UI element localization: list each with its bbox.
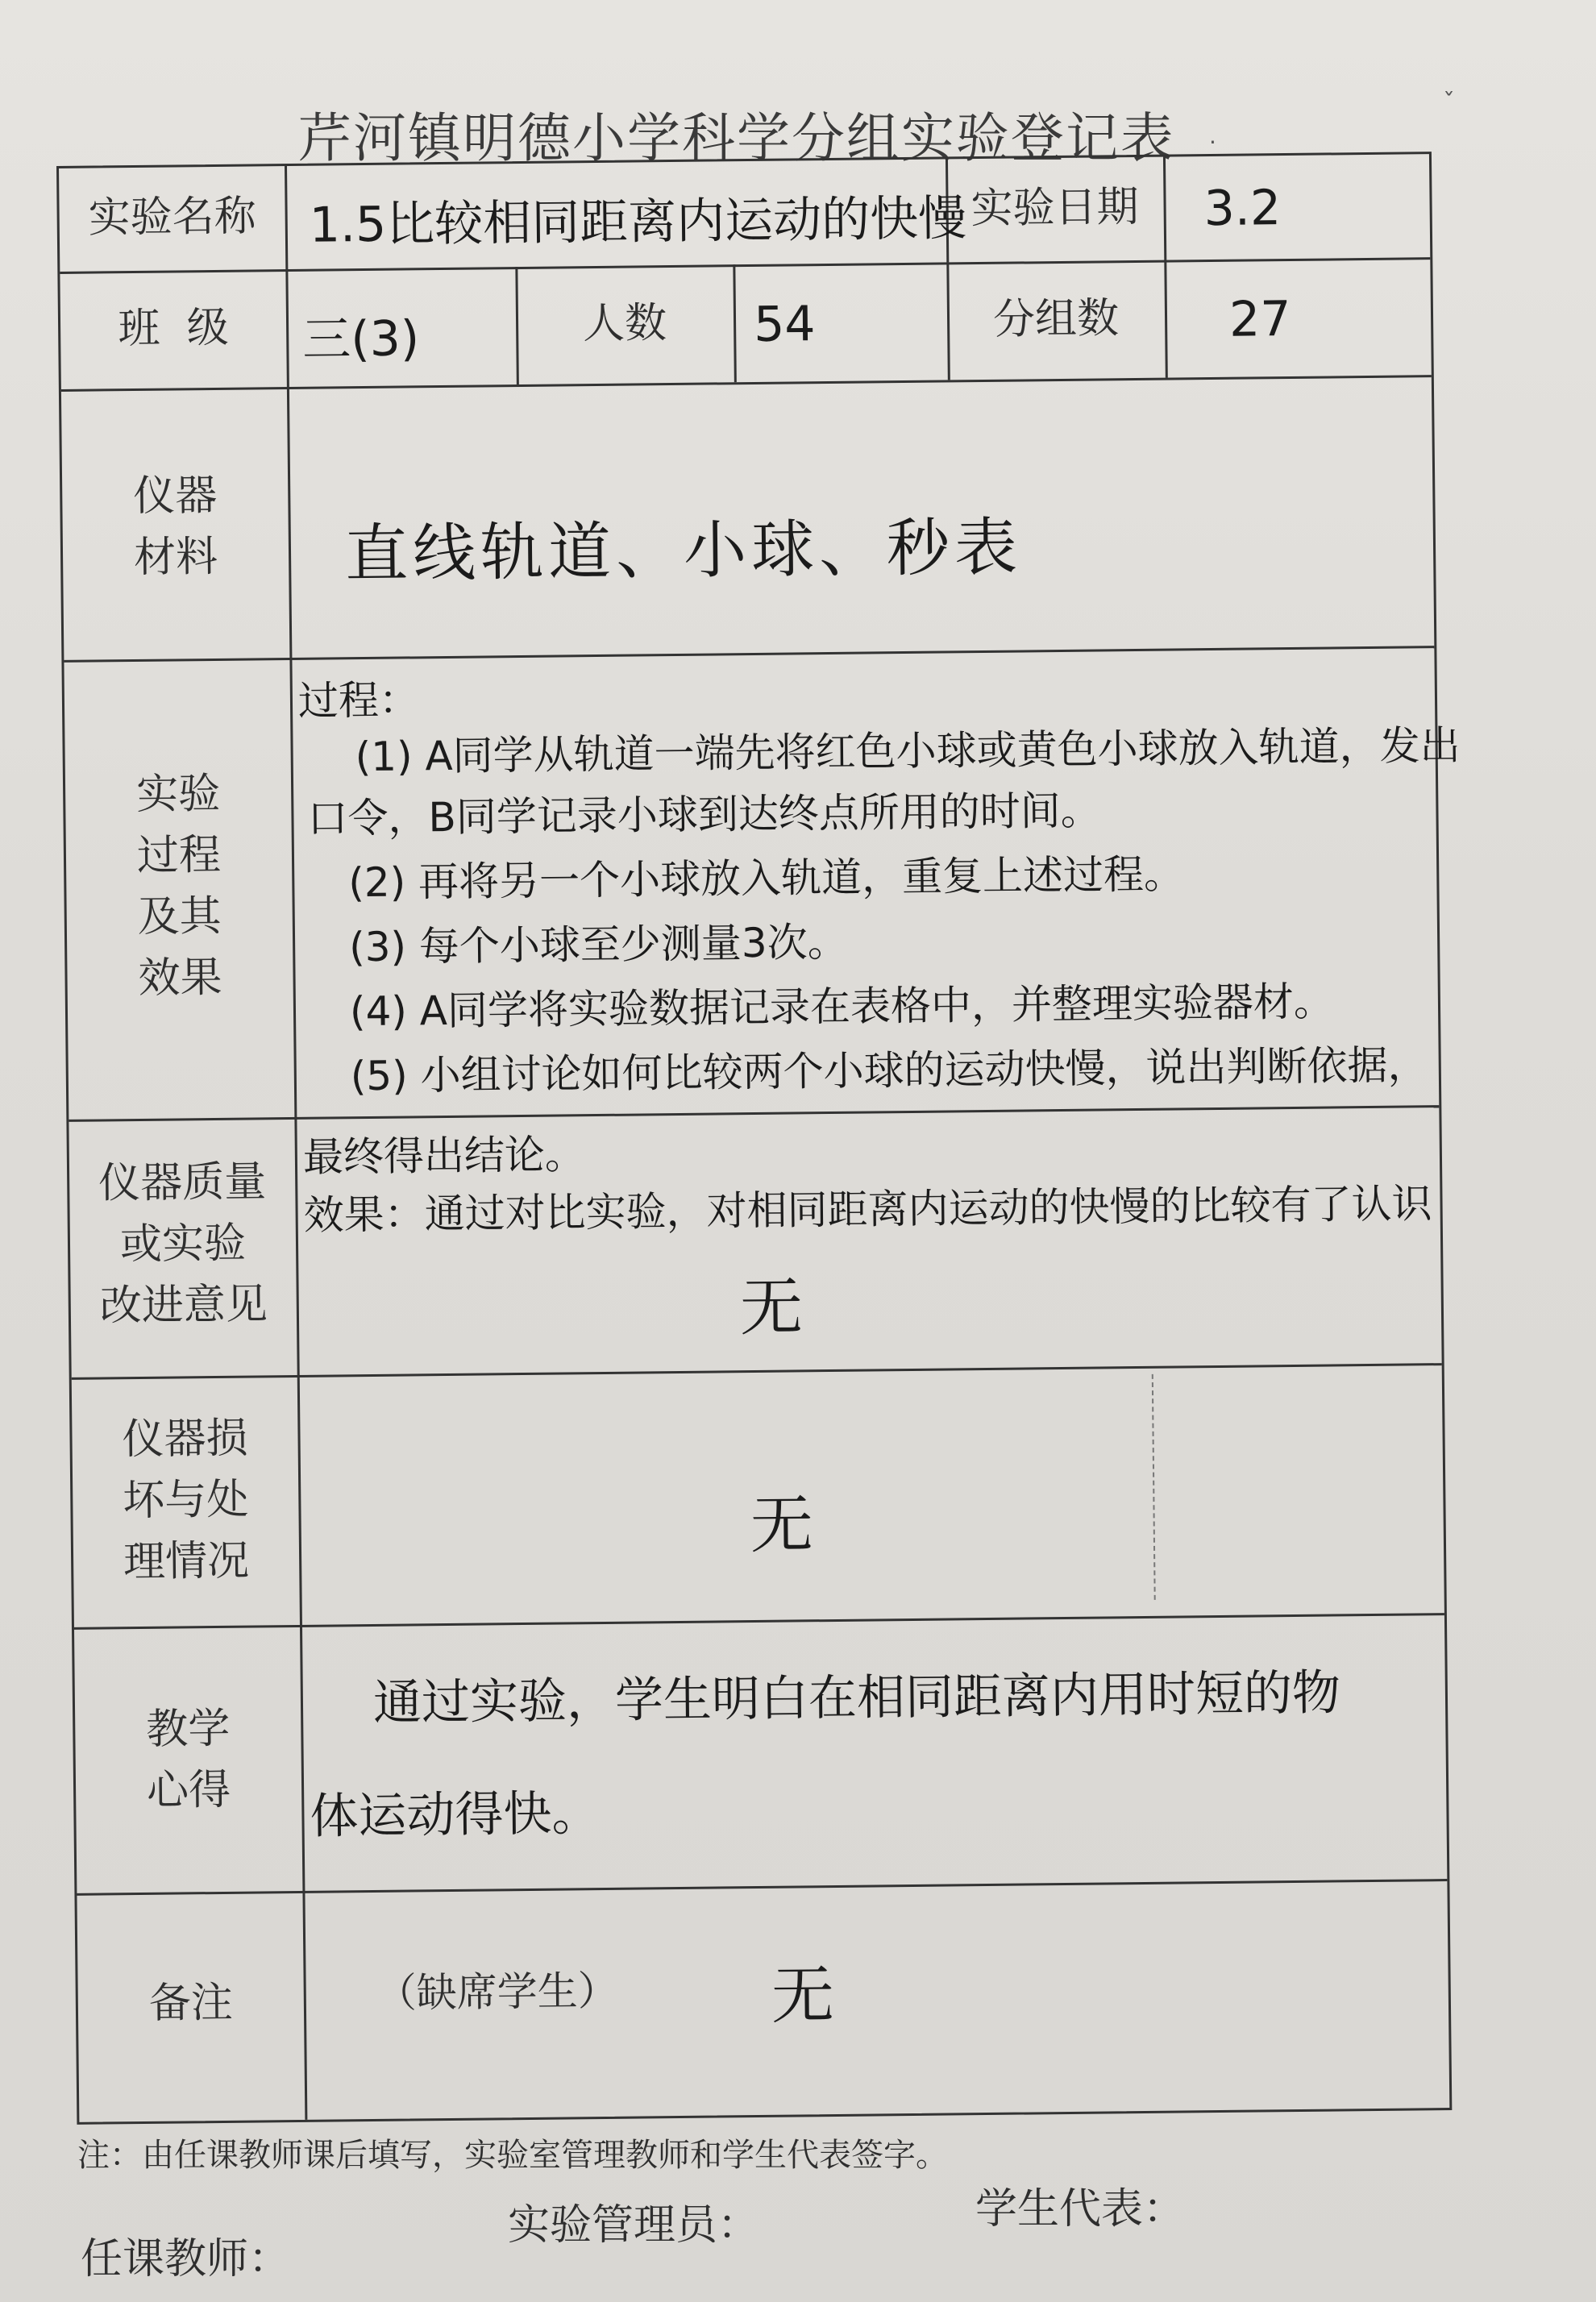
process-line-3: (2) 再将另一个小球放入轨道，重复上述过程。 xyxy=(348,850,1185,907)
corner-mark-2: · xyxy=(1209,129,1216,156)
process-line-7: 最终得出结论。 xyxy=(302,1131,586,1181)
materials-label: 仪器 材料 xyxy=(132,471,218,583)
process-line-4: (3) 每个小球至少测量3次。 xyxy=(348,918,848,971)
fold-crease xyxy=(1152,1374,1156,1600)
damage-label: 仪器损 坏与处 理情况 xyxy=(122,1414,250,1587)
reflection-label: 教学 心得 xyxy=(145,1704,231,1815)
quality-value: 无 xyxy=(739,1271,804,1345)
quality-label: 仪器质量 或实验 改进意见 xyxy=(98,1157,268,1331)
process-heading: 过程： xyxy=(297,676,420,725)
groups-label: 分组数 xyxy=(992,294,1120,344)
materials-value: 直线轨道、小球、秒表 xyxy=(344,511,1023,592)
people-label: 人数 xyxy=(582,299,667,349)
form-title: 芹河镇明德小学科学分组实验登记表 xyxy=(298,107,1175,169)
process-label: 实验 过程 及其 效果 xyxy=(135,769,222,1003)
class-label: 班 级 xyxy=(118,303,229,354)
remarks-label: 备注 xyxy=(148,1978,234,2028)
remarks-value: 无 xyxy=(771,1959,835,2033)
process-line-5: (4) A同学将实验数据记录在表格中，并整理实验器材。 xyxy=(349,978,1335,1036)
class-value: 三(3) xyxy=(301,310,420,368)
process-line-6: (5) 小组讨论如何比较两个小球的运动快慢，说出判断依据， xyxy=(350,1041,1428,1100)
reflection-line-1: 通过实验，学生明白在相同距离内用时短的物 xyxy=(372,1664,1341,1731)
experiment-name-value: 1.5比较相同距离内运动的快慢 xyxy=(309,190,967,254)
experiment-date-label: 实验日期 xyxy=(970,182,1139,234)
teacher-signature-label: 任课教师： xyxy=(81,2235,291,2283)
experiment-name-label: 实验名称 xyxy=(88,192,256,243)
corner-mark: ˇ xyxy=(1443,89,1455,117)
footer-note: 注：由任课教师课后填写，实验室管理教师和学生代表签字。 xyxy=(77,2137,948,2174)
groups-value: 27 xyxy=(1228,290,1291,348)
people-value: 54 xyxy=(753,296,816,353)
remarks-absent-note: （缺席学生） xyxy=(376,1967,619,2017)
admin-signature-label: 实验管理员： xyxy=(508,2201,760,2250)
process-effect-line: 效果：通过对比实验，对相同距离内运动的快慢的比较有了认识 xyxy=(303,1180,1432,1239)
damage-value: 无 xyxy=(750,1489,814,1563)
experiment-date-value: 3.2 xyxy=(1203,180,1282,238)
student-rep-signature-label: 学生代表： xyxy=(975,2185,1186,2233)
reflection-line-2: 体运动得快。 xyxy=(310,1785,601,1845)
process-line-1: (1) A同学从轨道一端先将红色小球或黄色小球放入轨道，发出 xyxy=(355,721,1461,781)
registration-table xyxy=(56,152,1461,2125)
process-line-2: 口令，B同学记录小球到达终点所用的时间。 xyxy=(307,787,1102,842)
